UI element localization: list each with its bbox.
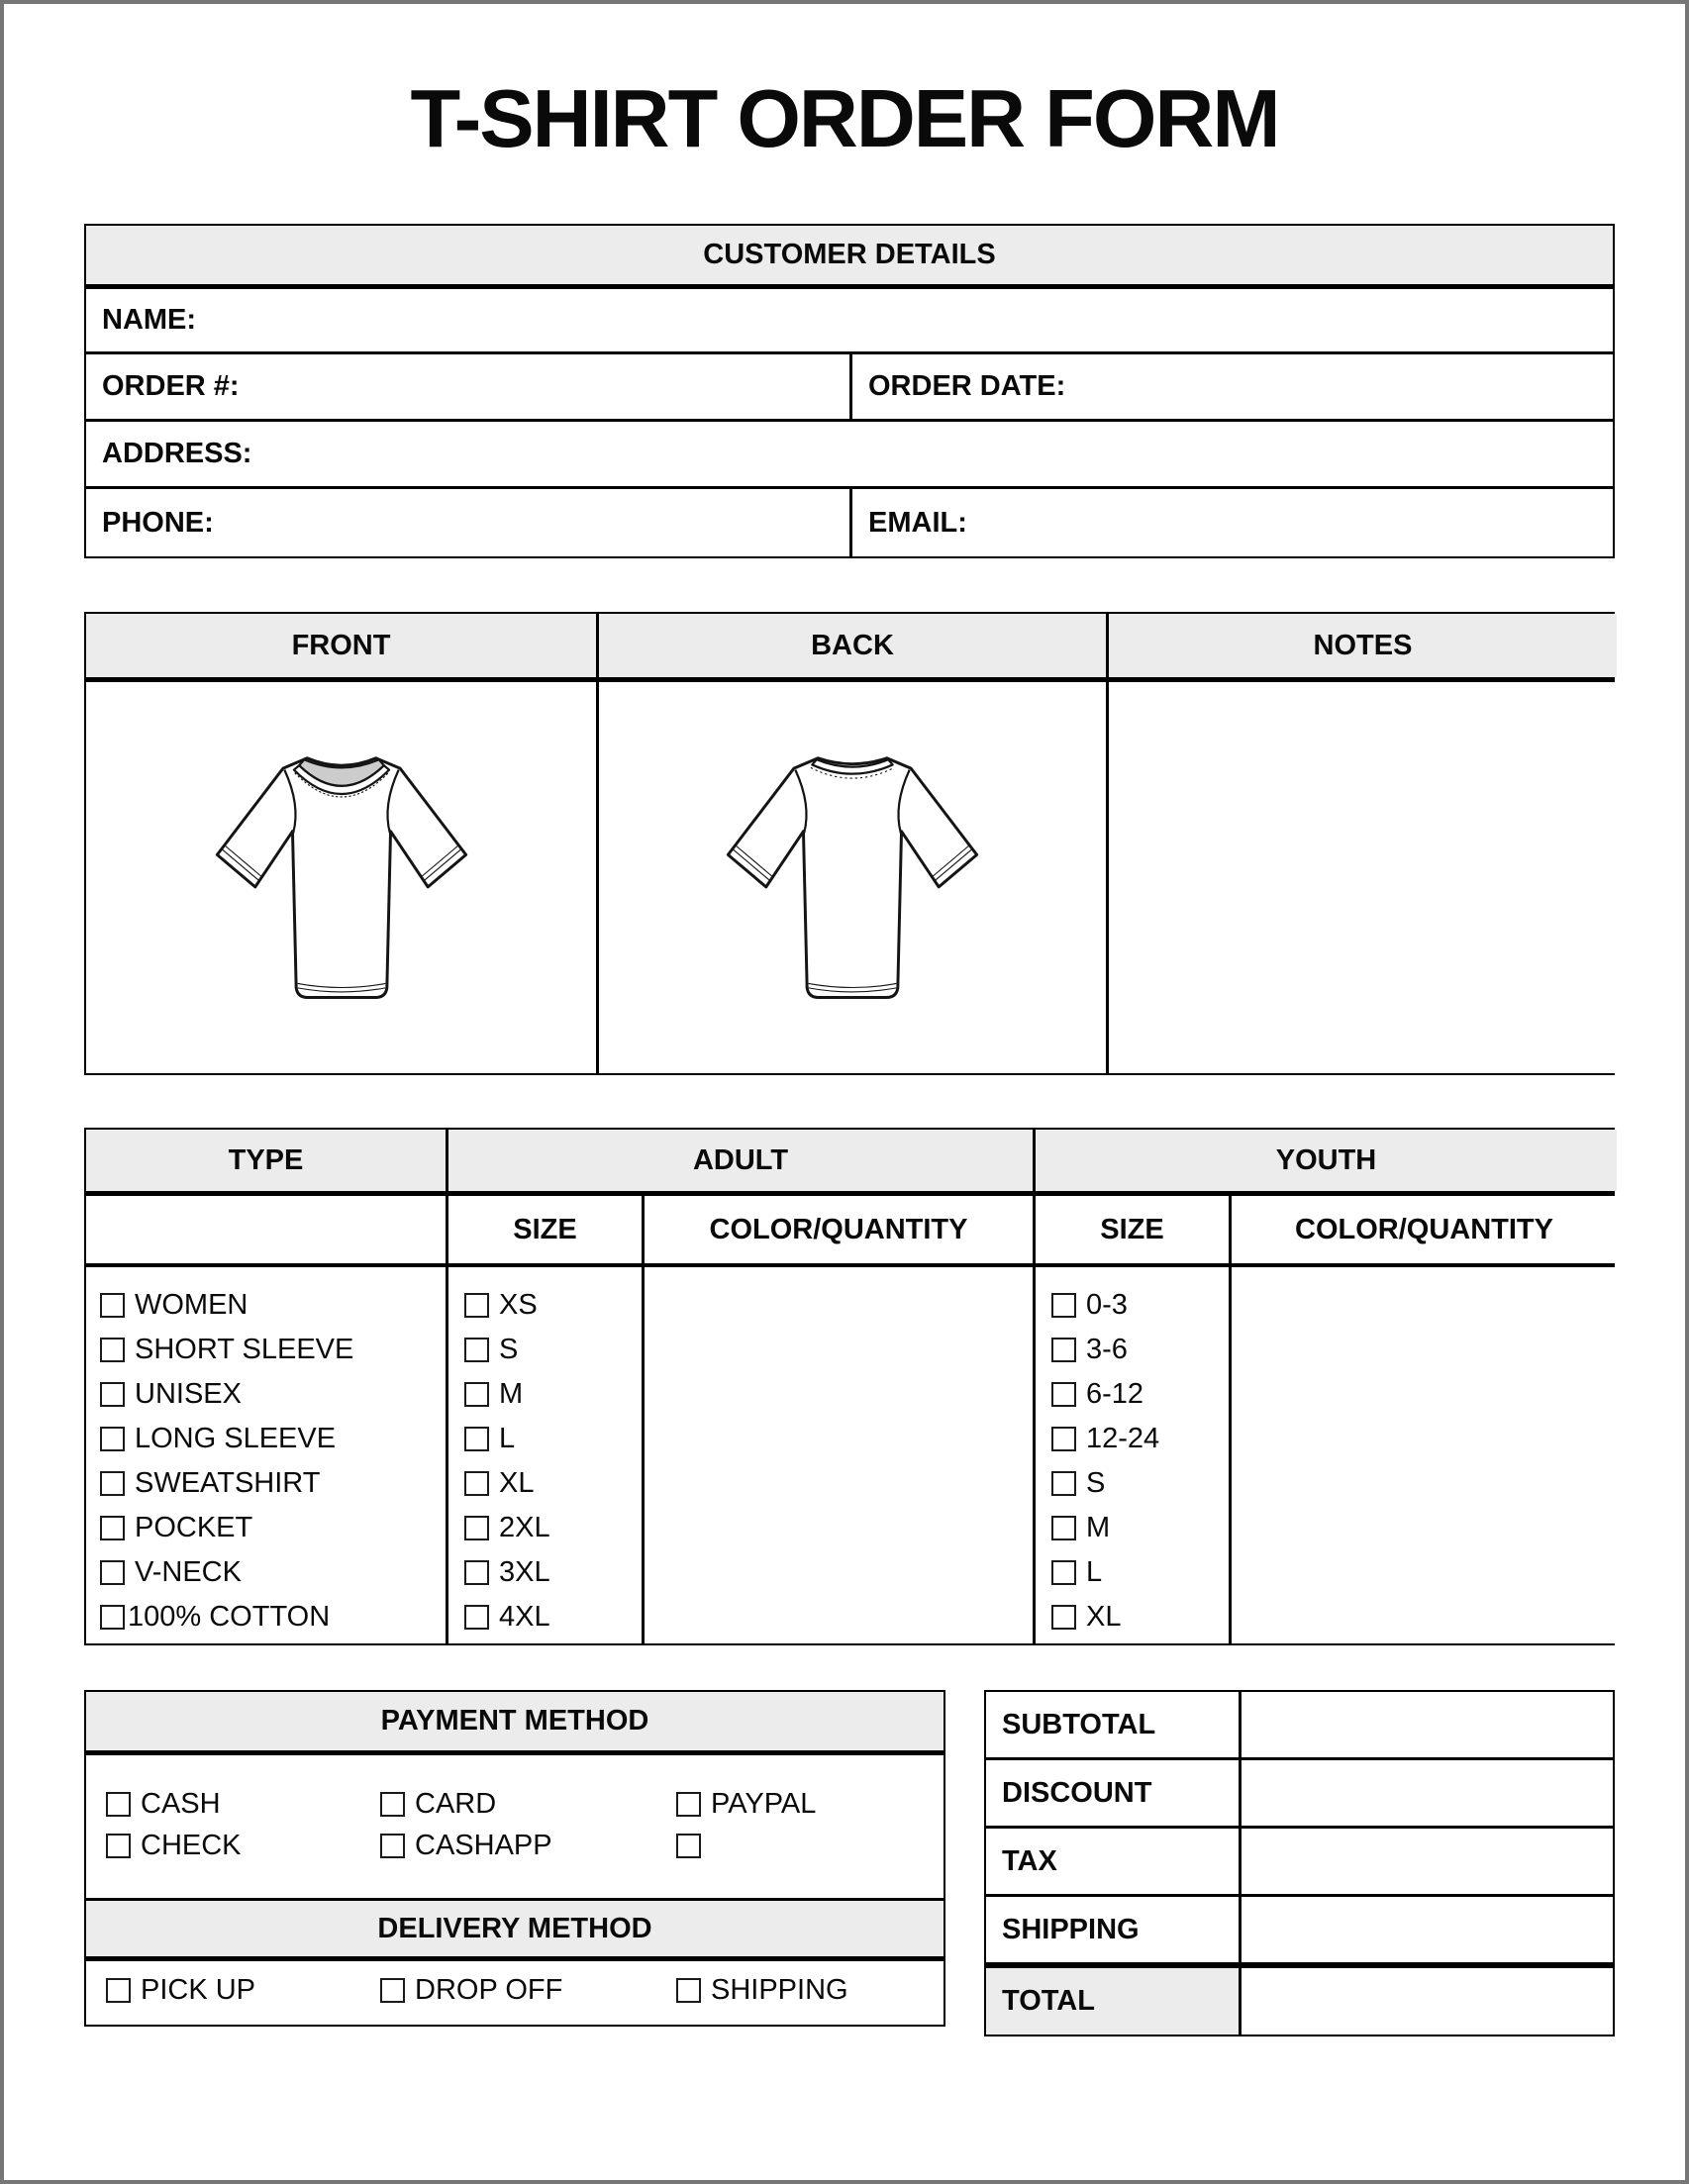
- checkbox[interactable]: [464, 1293, 489, 1318]
- checkbox[interactable]: [100, 1560, 125, 1585]
- email-cell: [849, 489, 1613, 556]
- checkbox[interactable]: [1051, 1605, 1076, 1630]
- youth-header: YOUTH: [1033, 1130, 1617, 1191]
- checkbox[interactable]: [100, 1338, 125, 1362]
- delivery-options: [86, 1961, 944, 2025]
- checkbox[interactable]: [464, 1338, 489, 1362]
- customer-details-header: CUSTOMER DETAILS: [86, 226, 1613, 289]
- order-number-input-area[interactable]: [240, 354, 849, 419]
- design-preview-header-row: [86, 614, 1613, 682]
- checkbox[interactable]: [100, 1516, 125, 1540]
- checkbox-label: LONG SLEEVE: [135, 1423, 337, 1454]
- payment-options: [86, 1755, 944, 1898]
- checkbox-label: M: [1086, 1512, 1111, 1543]
- youth-size-s: [1051, 1461, 1229, 1506]
- adult-size-xl: [464, 1461, 642, 1506]
- subtotal-label: SUBTOTAL: [986, 1692, 1242, 1757]
- address-cell: [86, 422, 1613, 486]
- checkbox-label: PAYPAL: [711, 1787, 817, 1820]
- checkbox-label: UNISEX: [135, 1378, 242, 1410]
- checkbox[interactable]: [676, 1792, 701, 1817]
- address-label: ADDRESS:: [102, 438, 252, 469]
- total-row: [986, 1968, 1613, 2035]
- phone-email-row: [86, 489, 1613, 556]
- payment-column-3: [676, 1783, 961, 1898]
- adult-size-header: SIZE: [446, 1196, 642, 1263]
- delivery-option-drop-off: [380, 1969, 676, 2011]
- checkbox-label: CASHAPP: [415, 1829, 552, 1861]
- name-row: [86, 289, 1613, 354]
- checkbox[interactable]: [464, 1516, 489, 1540]
- address-input-area[interactable]: [251, 422, 1613, 486]
- phone-cell: [86, 489, 849, 556]
- adult-size-m: [464, 1372, 642, 1417]
- checkbox[interactable]: [464, 1560, 489, 1585]
- checkbox[interactable]: [1051, 1560, 1076, 1585]
- name-label: NAME:: [102, 304, 197, 336]
- type-header: TYPE: [86, 1130, 446, 1191]
- customer-details-table: [84, 224, 1615, 558]
- front-design-area[interactable]: [86, 682, 596, 1073]
- type-option-pocket: [100, 1506, 446, 1550]
- tax-value-area[interactable]: [1242, 1829, 1613, 1894]
- type-option-short-sleeve: [100, 1328, 446, 1372]
- type-option-100-cotton: [100, 1595, 446, 1639]
- type-option-sweatshirt: [100, 1461, 446, 1506]
- checkbox[interactable]: [464, 1471, 489, 1496]
- order-table-header-row: [86, 1130, 1613, 1196]
- checkbox[interactable]: [380, 1792, 405, 1817]
- page-title: T-SHIRT ORDER FORM: [410, 72, 1279, 164]
- tax-label: TAX: [986, 1829, 1242, 1894]
- checkbox[interactable]: [676, 1834, 701, 1858]
- front-header: FRONT: [86, 614, 596, 677]
- back-header: BACK: [596, 614, 1106, 677]
- order-table-subheader-row: [86, 1196, 1613, 1267]
- checkbox[interactable]: [100, 1382, 125, 1407]
- checkbox[interactable]: [1051, 1338, 1076, 1362]
- checkbox-label: 12-24: [1086, 1423, 1160, 1454]
- youth-color-quantity-area[interactable]: [1229, 1267, 1617, 1643]
- shipping-row: [986, 1897, 1613, 1968]
- shipping-label: SHIPPING: [986, 1897, 1242, 1962]
- checkbox-label: S: [1086, 1467, 1106, 1499]
- youth-size-0-3: [1051, 1283, 1229, 1328]
- shipping-value-area[interactable]: [1242, 1897, 1613, 1962]
- name-input-area[interactable]: [196, 289, 1613, 351]
- checkbox[interactable]: [100, 1427, 125, 1451]
- checkbox-label: PICK UP: [141, 1973, 256, 2006]
- delivery-option-pick-up: [106, 1969, 380, 2011]
- checkbox[interactable]: [1051, 1471, 1076, 1496]
- checkbox-label: XL: [1086, 1601, 1122, 1633]
- checkbox-label: XL: [499, 1467, 535, 1499]
- checkbox-label: SHORT SLEEVE: [135, 1334, 354, 1365]
- type-subheader-empty: [86, 1196, 446, 1263]
- youth-size-header: SIZE: [1033, 1196, 1229, 1263]
- type-option-v-neck: [100, 1550, 446, 1595]
- adult-size-2xl: [464, 1506, 642, 1550]
- tax-row: [986, 1829, 1613, 1897]
- phone-input-area[interactable]: [214, 489, 849, 556]
- order-date-input-area[interactable]: [1065, 354, 1613, 419]
- checkbox[interactable]: [380, 1978, 405, 2003]
- discount-label: DISCOUNT: [986, 1760, 1242, 1826]
- phone-label: PHONE:: [102, 506, 214, 539]
- checkbox-label: CASH: [141, 1787, 221, 1820]
- payment-option-cash: [106, 1783, 380, 1825]
- checkbox[interactable]: [100, 1605, 125, 1630]
- checkbox-label: DROP OFF: [415, 1973, 563, 2006]
- checkbox[interactable]: [1051, 1427, 1076, 1451]
- discount-value-area[interactable]: [1242, 1760, 1613, 1826]
- adult-header: ADULT: [446, 1130, 1033, 1191]
- checkbox-label: 100% COTTON: [128, 1601, 331, 1633]
- totals-table: [984, 1690, 1615, 2036]
- payment-method-header: PAYMENT METHOD: [86, 1692, 944, 1755]
- checkbox[interactable]: [1051, 1382, 1076, 1407]
- adult-size-xs: [464, 1283, 642, 1328]
- email-label: EMAIL:: [868, 506, 967, 539]
- checkbox-label: WOMEN: [135, 1289, 248, 1321]
- payment-option-paypal: [676, 1783, 961, 1825]
- checkbox-label: L: [1086, 1556, 1103, 1588]
- checkbox[interactable]: [100, 1471, 125, 1496]
- youth-size-3-6: [1051, 1328, 1229, 1372]
- notes-header: NOTES: [1106, 614, 1617, 677]
- name-cell: [86, 289, 1613, 351]
- subtotal-value-area[interactable]: [1242, 1692, 1613, 1757]
- type-options-list: [86, 1267, 446, 1643]
- checkbox-label: POCKET: [135, 1512, 253, 1543]
- youth-size-m: [1051, 1506, 1229, 1550]
- design-preview-body-row: [86, 682, 1613, 1073]
- type-option-women: [100, 1283, 446, 1328]
- address-row: [86, 422, 1613, 489]
- checkbox[interactable]: [464, 1427, 489, 1451]
- order-options-table: [84, 1128, 1615, 1645]
- type-option-unisex: [100, 1372, 446, 1417]
- checkbox-label: 0-3: [1086, 1289, 1128, 1321]
- adult-size-l: [464, 1417, 642, 1461]
- payment-delivery-table: [84, 1690, 945, 2027]
- checkbox-label: CARD: [415, 1787, 497, 1820]
- checkbox[interactable]: [100, 1293, 125, 1318]
- order-number-cell: [86, 354, 849, 419]
- payment-option-cashapp: [380, 1825, 676, 1866]
- checkbox[interactable]: [464, 1382, 489, 1407]
- payment-column-2: [380, 1783, 676, 1898]
- adult-color-quantity-header: COLOR/QUANTITY: [642, 1196, 1033, 1263]
- youth-size-6-12: [1051, 1372, 1229, 1417]
- youth-size-xl: [1051, 1595, 1229, 1639]
- type-option-long-sleeve: [100, 1417, 446, 1461]
- order-date-cell: [849, 354, 1613, 419]
- adult-size-3xl: [464, 1550, 642, 1595]
- total-value-area[interactable]: [1242, 1968, 1613, 2035]
- payment-option-check: [106, 1825, 380, 1866]
- payment-column-1: [106, 1783, 380, 1898]
- tshirt-back-illustration: [684, 700, 1021, 1056]
- checkbox-label: SWEATSHIRT: [135, 1467, 321, 1499]
- youth-size-list: [1033, 1267, 1229, 1643]
- order-row: [86, 354, 1613, 422]
- checkbox-label: 2XL: [499, 1512, 550, 1543]
- checkbox-label: CHECK: [141, 1829, 242, 1861]
- tshirt-front-illustration: [173, 700, 510, 1056]
- checkbox[interactable]: [464, 1605, 489, 1630]
- checkbox-label: S: [499, 1334, 519, 1365]
- checkbox-label: M: [499, 1378, 524, 1410]
- youth-size-12-24: [1051, 1417, 1229, 1461]
- email-input-area[interactable]: [967, 489, 1613, 556]
- total-label: TOTAL: [986, 1968, 1242, 2035]
- checkbox-label: 3-6: [1086, 1334, 1128, 1365]
- order-number-label: ORDER #:: [102, 370, 240, 402]
- back-design-area[interactable]: [596, 682, 1106, 1073]
- checkbox[interactable]: [106, 1792, 131, 1817]
- adult-size-s: [464, 1328, 642, 1372]
- design-preview-table: [84, 612, 1615, 1075]
- checkbox-label: 4XL: [499, 1601, 550, 1633]
- delivery-option-shipping: [676, 1969, 961, 2011]
- subtotal-row: [986, 1692, 1613, 1760]
- adult-color-quantity-area[interactable]: [642, 1267, 1033, 1643]
- payment-option-card: [380, 1783, 676, 1825]
- youth-size-l: [1051, 1550, 1229, 1595]
- checkbox[interactable]: [1051, 1516, 1076, 1540]
- order-table-body-row: [86, 1267, 1613, 1643]
- checkbox[interactable]: [106, 1978, 131, 2003]
- adult-size-list: [446, 1267, 642, 1643]
- checkbox[interactable]: [380, 1834, 405, 1858]
- delivery-method-header: DELIVERY METHOD: [86, 1898, 944, 1961]
- checkbox-label: L: [499, 1423, 516, 1454]
- checkbox[interactable]: [106, 1834, 131, 1858]
- checkbox[interactable]: [676, 1978, 701, 2003]
- order-date-label: ORDER DATE:: [868, 370, 1066, 402]
- checkbox-label: 6-12: [1086, 1378, 1144, 1410]
- checkbox[interactable]: [1051, 1293, 1076, 1318]
- checkbox-label: V-NECK: [135, 1556, 242, 1588]
- payment-option-other: [676, 1825, 961, 1866]
- adult-size-4xl: [464, 1595, 642, 1639]
- checkbox-label: SHIPPING: [711, 1973, 848, 2006]
- youth-color-quantity-header: COLOR/QUANTITY: [1229, 1196, 1617, 1263]
- checkbox-label: XS: [499, 1289, 538, 1321]
- notes-area[interactable]: [1106, 682, 1617, 1073]
- discount-row: [986, 1760, 1613, 1829]
- checkbox-label: 3XL: [499, 1556, 550, 1588]
